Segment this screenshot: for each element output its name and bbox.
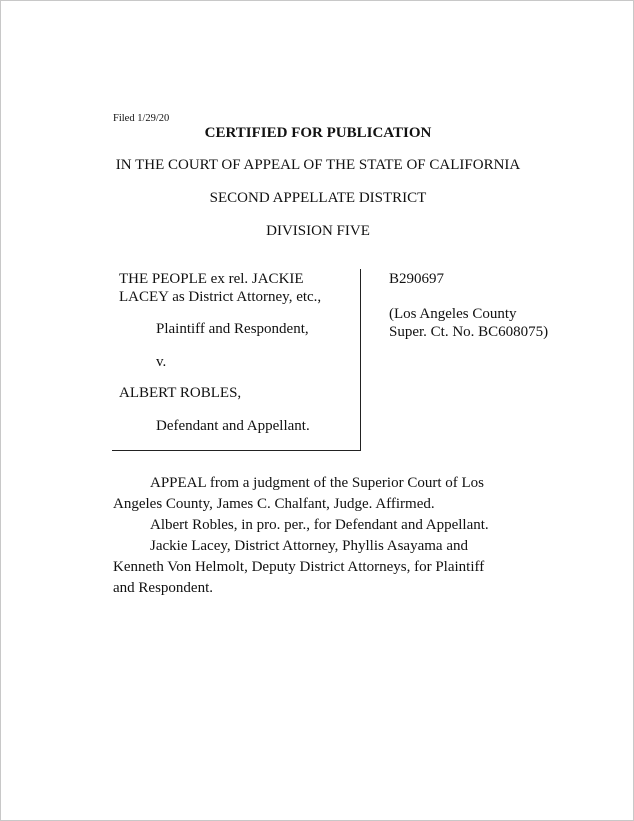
defendant-role: Defendant and Appellant.	[156, 418, 310, 434]
body-line: Jackie Lacey, District Attorney, Phyllis Asayama and	[150, 538, 468, 554]
court-name: IN THE COURT OF APPEAL OF THE STATE OF CALIFORNIA	[115, 157, 521, 173]
appellate-district: SECOND APPELLATE DISTRICT	[209, 190, 427, 206]
appellate-case-number: B290697	[389, 271, 445, 287]
body-line: Albert Robles, in pro. per., for Defendant and Appellant.	[150, 517, 489, 533]
defendant-name: ALBERT ROBLES,	[119, 385, 242, 401]
body-line: APPEAL from a judgment of the Superior Court of Los	[150, 475, 484, 491]
plaintiff-name-line1: THE PEOPLE ex rel. JACKIE	[119, 271, 304, 287]
caption-bottom-rule	[112, 450, 361, 451]
versus: v.	[156, 354, 167, 370]
plaintiff-role: Plaintiff and Respondent,	[156, 321, 309, 337]
body-line: Angeles County, James C. Chalfant, Judge. Affirmed.	[113, 496, 435, 512]
filed-date: Filed 1/29/20	[113, 113, 170, 124]
superior-court-line2: Super. Ct. No. BC608075)	[389, 324, 549, 340]
court-division: DIVISION FIVE	[266, 223, 370, 239]
publication-status: CERTIFIED FOR PUBLICATION	[204, 125, 432, 141]
superior-court-line1: (Los Angeles County	[389, 306, 517, 322]
plaintiff-name-line2: LACEY as District Attorney, etc.,	[119, 289, 322, 305]
body-line: and Respondent.	[113, 580, 213, 596]
caption-vertical-rule	[360, 269, 361, 451]
body-line: Kenneth Von Helmolt, Deputy District Attorneys, for Plaintiff	[113, 559, 485, 575]
